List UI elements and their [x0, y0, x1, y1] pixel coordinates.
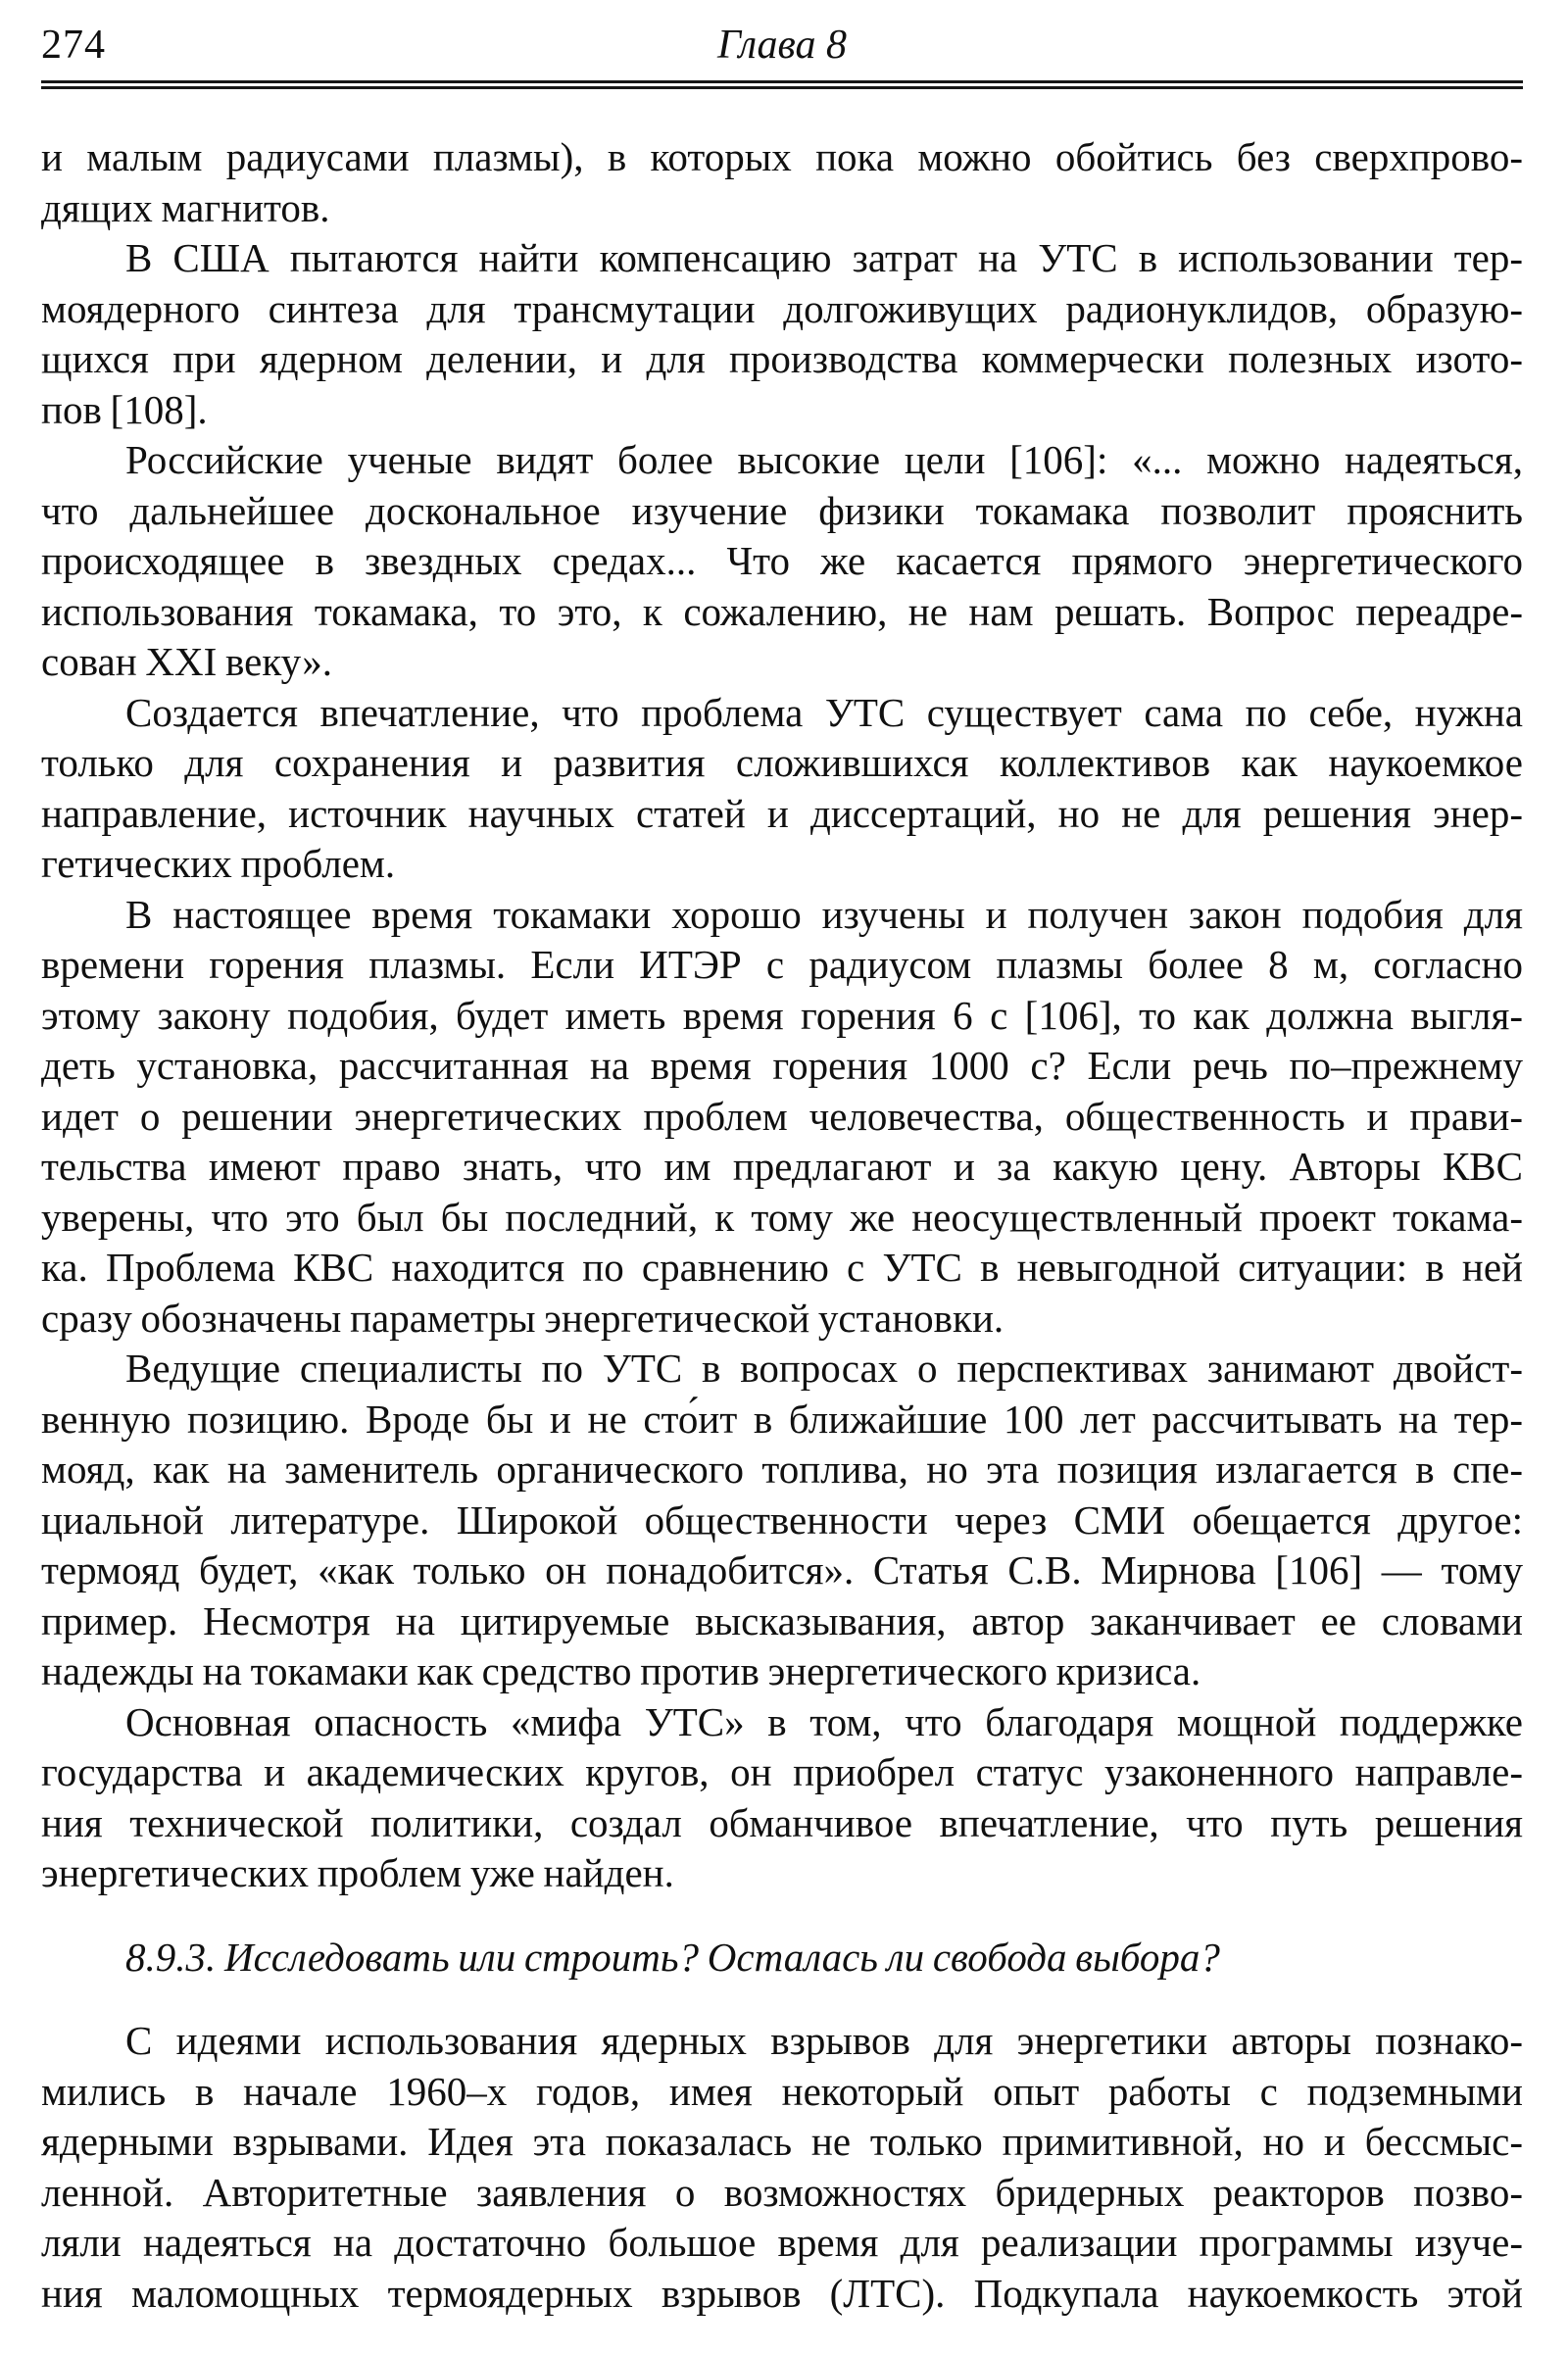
text-line: времени горения плазмы. Если ИТЭР с радиусом плазмы более 8 м, согласно — [41, 942, 1523, 987]
text-line: Ведущие специалисты по УТС в вопросах о перспективах занимают двойст- — [125, 1346, 1523, 1391]
paragraph — [41, 1344, 1523, 1697]
text-line: происходящее в звездных средах... Что же касается прямого энергетического — [41, 538, 1523, 583]
text-line: ка. Проблема КВС находится по сравнению с УТС в невыгодной ситуации: в ней — [41, 1245, 1523, 1290]
text-line: использования токамака, то это, к сожалению, не нам решать. Вопрос переадре- — [41, 588, 1523, 634]
text-line: сован XXI веку». — [41, 639, 332, 684]
text-line: идет о решении энергетических проблем человечества, общественность и прави- — [41, 1093, 1523, 1139]
text-line: надежды на токамаки как средство против энергетического кризиса. — [41, 1648, 1201, 1693]
text-line: Российские ученые видят более высокие цели [106]: «... можно надеяться, — [125, 437, 1523, 482]
text-line: С идеями использования ядерных взрывов для энергетики авторы познако- — [125, 2018, 1523, 2063]
text-line: дящих магнитов. — [41, 184, 330, 230]
paragraph — [41, 2016, 1523, 2319]
text-line: только для сохранения и развития сложившихся коллективов как наукоемкое — [41, 740, 1523, 785]
paragraph — [41, 233, 1523, 435]
text-line: мояд, как на заменитель органического топлива, но эта позиция излагается в спе- — [41, 1446, 1523, 1492]
text-line: ядерными взрывами. Идея эта показалась не только примитивной, но и бессмыс- — [41, 2119, 1523, 2164]
text-line: ния технической политики, создал обманчивое впечатление, что путь решения — [41, 1799, 1523, 1845]
paragraph — [41, 132, 1523, 233]
paragraph — [41, 1697, 1523, 1899]
chapter-title: Глава 8 — [717, 23, 847, 68]
text-line: и малым радиусами плазмы), в которых пока можно обойтись без сверхпрово- — [41, 134, 1523, 179]
section-heading: 8.9.3. Исследовать или строить? Осталась ли свобода выбора? — [125, 1934, 1220, 1980]
text-line: направление, источник научных статей и диссертаций, но не для решения энер- — [41, 790, 1523, 836]
text-line: мились в начале 1960–х годов, имея некоторый опыт работы с подземными — [41, 2068, 1523, 2114]
text-line: Создается впечатление, что проблема УТС существует сама по себе, нужна — [125, 689, 1523, 735]
text-line: ляли надеяться на достаточно большое время для реализации программы изуче- — [41, 2220, 1523, 2265]
text-line: В настоящее время токамаки хорошо изучены и получен закон подобия для — [125, 891, 1523, 937]
text-line: термояд будет, «как только он понадобится». Статья С.В. Мирнова [106] — тому — [41, 1547, 1523, 1593]
text-line: этому закону подобия, будет иметь время горения 6 с [106], то как должна выгля- — [41, 992, 1523, 1038]
text-line: ния маломощных термоядерных взрывов (ЛТС). Подкупала наукоемкость этой — [41, 2270, 1523, 2316]
text-line: гетических проблем. — [41, 841, 396, 886]
text-line: В США пытаются найти компенсацию затрат на УТС в использовании тер- — [125, 235, 1523, 280]
paragraph — [41, 890, 1523, 1345]
text-line: моядерного синтеза для трансмутации долгоживущих радионуклидов, образую- — [41, 285, 1523, 331]
text-line: сразу обозначены параметры энергетической установки. — [41, 1295, 1004, 1341]
running-header — [41, 22, 1523, 69]
text-line: щихся при ядерном делении, и для производства коммерчески полезных изото- — [41, 336, 1523, 381]
text-line: циальной литературе. Широкой общественности через СМИ обещается другое: — [41, 1496, 1523, 1543]
text-line: деть установка, рассчитанная на время горения 1000 с? Если речь по–прежнему — [41, 1043, 1523, 1088]
text-line: Основная опасность «мифа УТС» в том, что благодаря мощной поддержке — [125, 1698, 1523, 1744]
page-number: 274 — [41, 23, 106, 68]
page-body — [41, 132, 1523, 2319]
paragraph — [41, 435, 1523, 688]
text-line: что дальнейшее доскональное изучение физики токамака позволит прояснить — [41, 487, 1523, 533]
text-line: пример. Несмотря на цитируемые высказывания, автор заканчивает ее словами — [41, 1597, 1523, 1643]
text-line: ленной. Авторитетные заявления о возможностях бридерных реакторов позво- — [41, 2169, 1523, 2215]
text-line: венную позицию. Вроде бы и не сто́ит в ближайшие 100 лет рассчитывать на тер- — [41, 1396, 1523, 1442]
text-line: государства и академических кругов, он приобрел статус узаконенного направле- — [41, 1749, 1523, 1794]
text-line: энергетических проблем уже найден. — [41, 1850, 674, 1895]
text-line: уверены, что это был бы последний, к тому же неосуществленный проект токама- — [41, 1194, 1523, 1240]
paragraph — [41, 688, 1523, 890]
text-line: тельства имеют право знать, что им предлагают и за какую цену. Авторы КВС — [41, 1144, 1523, 1189]
header-double-rule — [41, 80, 1523, 89]
text-line: пов [108]. — [41, 386, 208, 432]
